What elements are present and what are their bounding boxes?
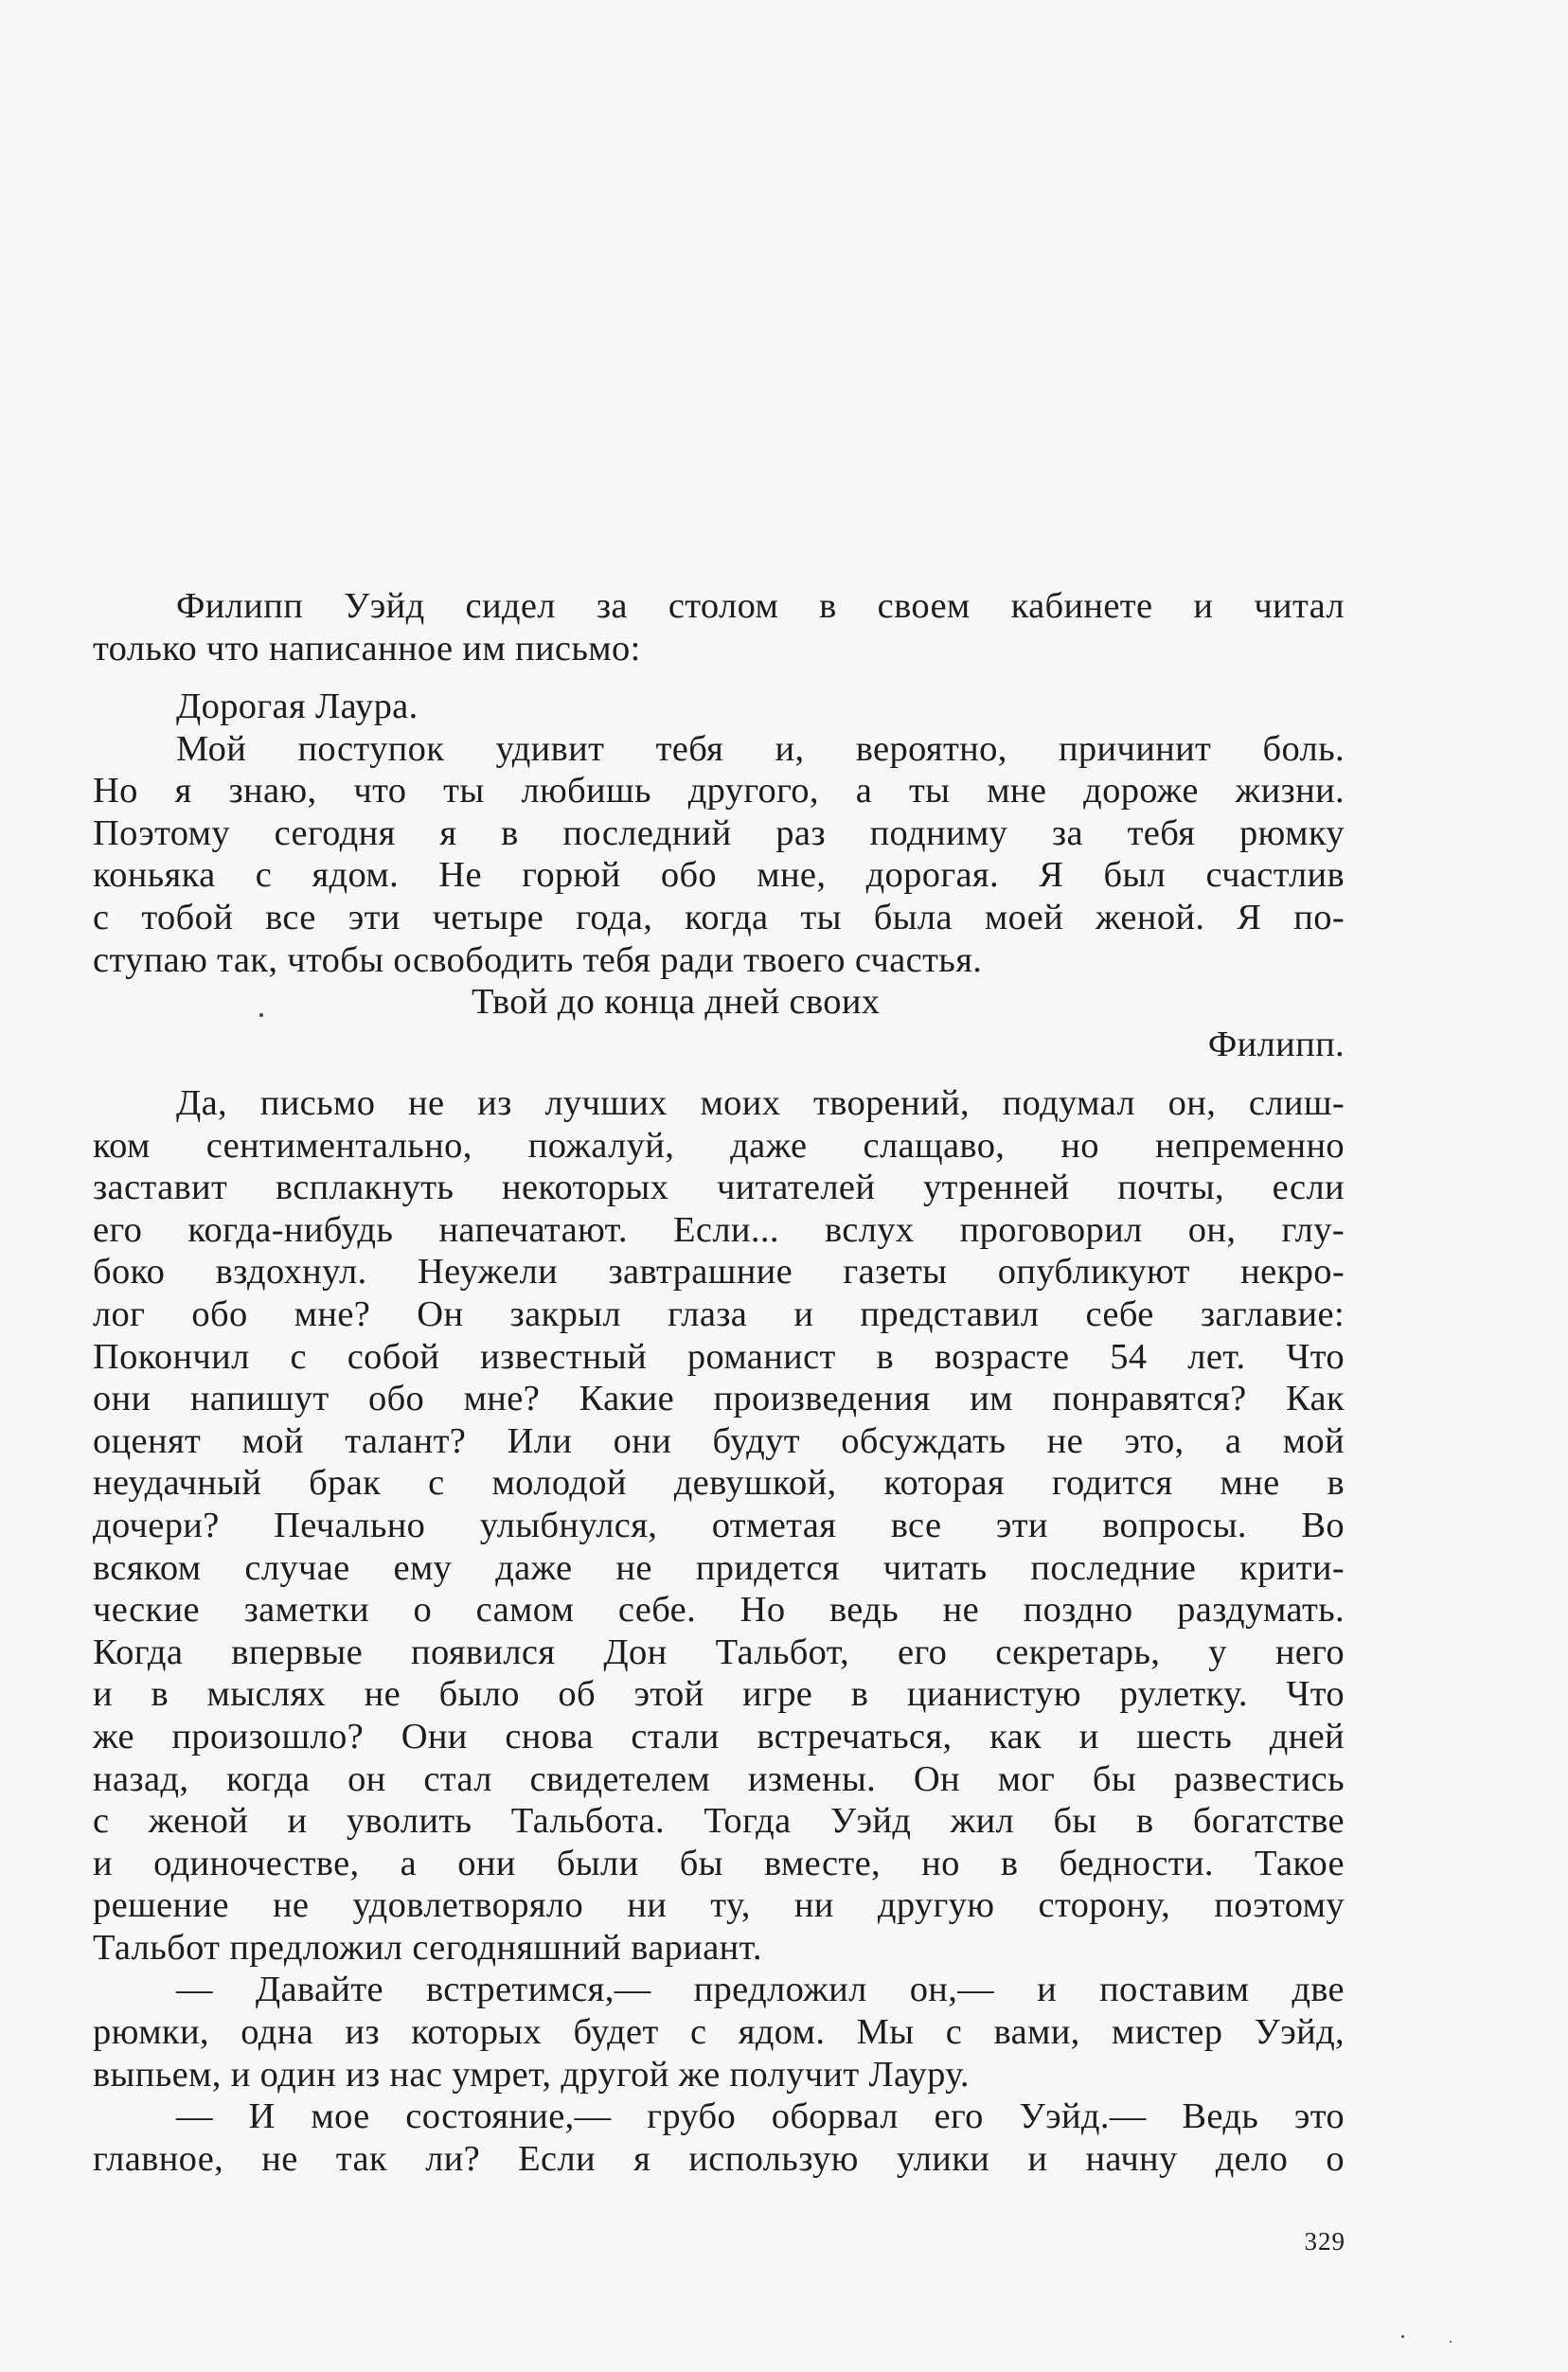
scan-speck <box>1401 2335 1404 2338</box>
text-line: и в мыслях не было об этой игре в цианистую рулетку. Что <box>93 1674 1345 1715</box>
text-line: неудачный брак с молодой девушкой, которая годится мне в <box>93 1463 1345 1504</box>
text-line: дочери? Печально улыбнулся, отметая все эти вопросы. Во <box>93 1505 1345 1545</box>
letter-greeting: Дорогая Лаура. <box>176 687 419 726</box>
text-line: Покончил с собой известный романист в возрасте 54 лет. Что <box>93 1336 1345 1377</box>
text-line: оценят мой талант? Или они будут обсуждать не это, а мой <box>93 1420 1345 1461</box>
letter-closing: Твой до конца дней своих <box>472 982 881 1023</box>
text-line: назад, когда он стал свидетелем измены. Он мог бы развестись <box>93 1758 1345 1799</box>
letter-line: Но я знаю, что ты любишь другого, а ты мне дороже жизни. <box>93 771 1345 811</box>
text-line: же произошло? Они снова стали встречаться, как и шесть дней <box>93 1716 1345 1757</box>
text-line: Филипп Уэйд сидел за столом в своем кабинете и читал <box>176 586 1345 626</box>
letter-signature: Филипп. <box>1207 1024 1345 1064</box>
text-line: только что написанное им письмо: <box>93 628 641 669</box>
scan-speck <box>259 1013 263 1017</box>
text-line: с женой и уволить Тальбота. Тогда Уэйд жил бы в богатстве <box>93 1801 1345 1842</box>
text-line: и одиночестве, а они были бы вместе, но в бедности. Такое <box>93 1843 1345 1883</box>
letter <box>93 686 1345 1065</box>
page-number: 329 <box>1304 2227 1345 2256</box>
dialogue-line: рюмки, одна из которых будет с ядом. Мы с вами, мистер Уэйд, <box>93 2012 1345 2053</box>
text-line: боко вздохнул. Неужели завтрашние газеты опубликуют некро- <box>93 1252 1345 1293</box>
dialogue-line: — И мое состояние,— грубо оборвал его Уэйд.— Ведь это <box>176 2096 1345 2137</box>
text-line: его когда-нибудь напечатают. Если... вслух проговорил он, глу- <box>93 1209 1345 1250</box>
letter-line: коньяка с ядом. Не горюй обо мне, дорогая. Я был счастлив <box>93 855 1345 896</box>
dialogue-line: — Давайте встретимся,— предложил он,— и поставим две <box>176 1970 1345 2010</box>
text-line: они напишут обо мне? Какие произведения им понравятся? Как <box>93 1379 1345 1419</box>
text-line: Да, письмо не из лучших моих творений, подумал он, слиш- <box>176 1083 1345 1123</box>
dialogue-line: выпьем, и один из нас умрет, другой же получит Лауру. <box>93 2054 970 2095</box>
letter-line: Поэтому сегодня я в последний раз подниму за тебя рюмку <box>93 812 1345 853</box>
text-line: ком сентиментально, пожалуй, даже слащаво, но непременно <box>93 1125 1345 1166</box>
main-text <box>93 1082 1345 2180</box>
letter-line: Мой поступок удивит тебя и, вероятно, причинит боль. <box>176 728 1345 769</box>
letter-line: с тобой все эти четыре года, когда ты была моей женой. Я по- <box>93 897 1345 937</box>
text-line: лог обо мне? Он закрыл глаза и представил себе заглавие: <box>93 1293 1345 1334</box>
text-line: всяком случае ему даже не придется читать последние крити- <box>93 1547 1345 1588</box>
text-line: решение не удовлетворяло ни ту, ни другую сторону, поэтому <box>93 1885 1345 1926</box>
intro-paragraph <box>93 585 1345 669</box>
text-line: заставит всплакнуть некоторых читателей утренней почты, если <box>93 1168 1345 1208</box>
dialogue-line: главное, не так ли? Если я использую улики и начну дело о <box>93 2138 1345 2179</box>
text-line: Тальбот предложил сегодняшний вариант. <box>93 1927 762 1968</box>
text-line: ческие заметки о самом себе. Но ведь не поздно раздумать. <box>93 1590 1345 1631</box>
letter-line: ступаю так, чтобы освободить тебя ради твоего счастья. <box>93 939 983 980</box>
text-line: Когда впервые появился Дон Тальбот, его секретарь, у него <box>93 1632 1345 1672</box>
scan-speck <box>1450 2341 1452 2343</box>
